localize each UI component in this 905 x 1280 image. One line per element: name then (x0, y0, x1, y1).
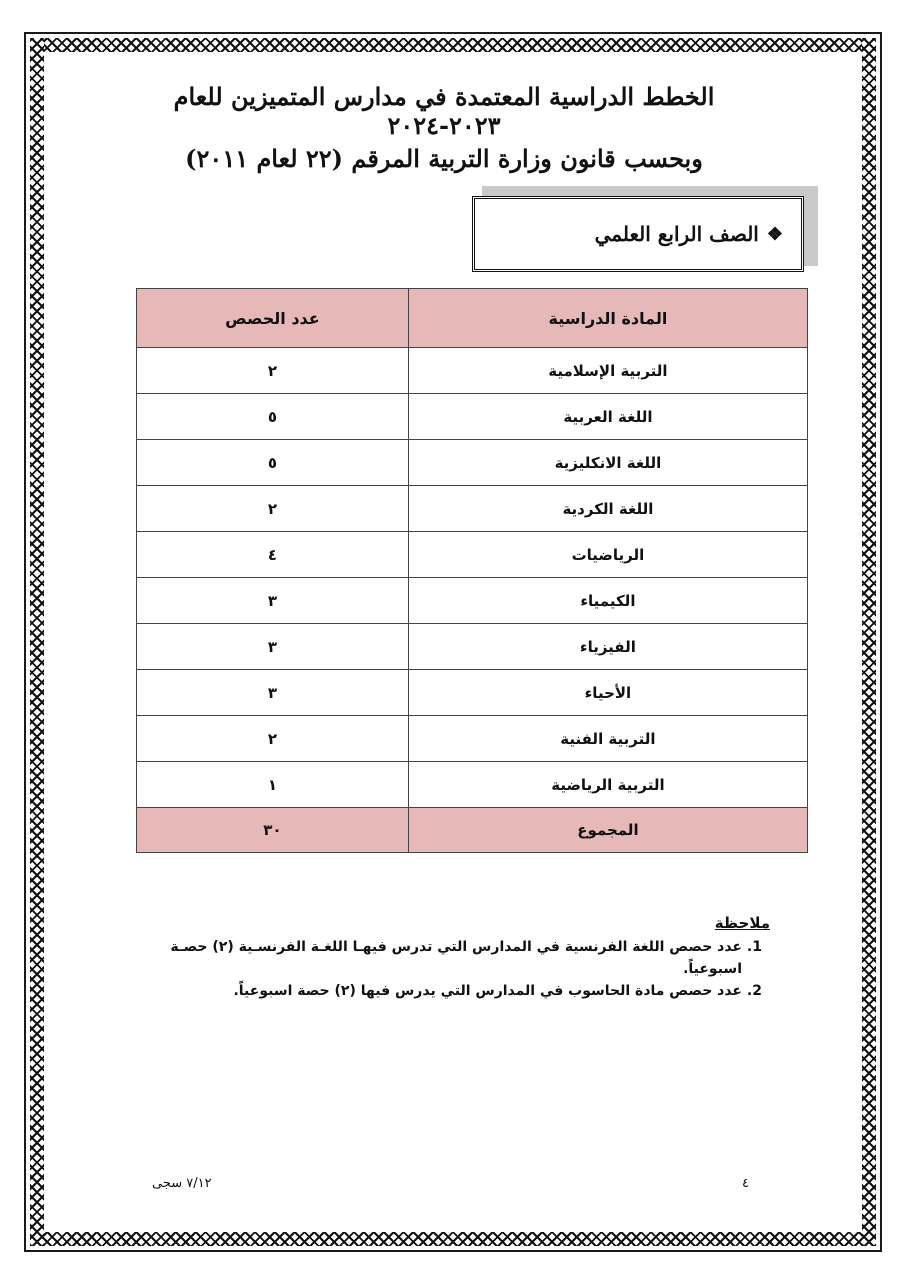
header-subject: المادة الدراسية (408, 289, 807, 348)
header-count: عدد الحصص (137, 289, 409, 348)
diamond-bullet-icon: ❖ (766, 223, 783, 245)
page-content (48, 52, 858, 1232)
notes-title: ملاحظة (714, 914, 770, 932)
subject-cell: اللغة الكردية (408, 486, 807, 532)
count-cell: ٥ (137, 440, 409, 486)
subject-cell: التربية الإسلامية (408, 348, 807, 394)
table-row (137, 394, 808, 440)
page-number: ٤ (742, 1176, 749, 1191)
table-row (137, 716, 808, 762)
page-subtitle: وبحسب قانون وزارة التربية المرقم (٢٢ لعام ٢٠١١) (185, 144, 703, 173)
table-row (137, 348, 808, 394)
decorative-border-left (30, 38, 44, 1246)
subject-cell: الفيزياء (408, 624, 807, 670)
count-cell: ٤ (137, 532, 409, 578)
count-cell: ٢ (137, 716, 409, 762)
count-cell: ٣ (137, 578, 409, 624)
table-row (137, 486, 808, 532)
subject-cell: التربية الرياضية (408, 762, 807, 808)
page-title: الخطط الدراسية المعتمدة في مدارس المتميزين للعام ٢٠٢٣-٢٠٢٤ (173, 82, 715, 140)
table-row (137, 762, 808, 808)
subject-cell: الكيمياء (408, 578, 807, 624)
table-row (137, 670, 808, 716)
note-item: 2. عدد حصص مادة الحاسوب في المدارس التي يدرس فيها (٢) حصة اسبوعياً. (140, 980, 742, 1002)
table-row (137, 624, 808, 670)
count-cell: ٣ (137, 624, 409, 670)
subject-cell: الرياضيات (408, 532, 807, 578)
note-item: 1. عدد حصص اللغة الفرنسية في المدارس التي تدرس فيهـا اللغـة الفرنسـية (٢) حصـة اسبوعياً. (140, 936, 742, 980)
table-header-row (137, 289, 808, 348)
notes-section (140, 914, 770, 1002)
count-cell: ٥ (137, 394, 409, 440)
total-label-cell: المجموع (408, 808, 807, 853)
subject-cell: الأحياء (408, 670, 807, 716)
table-row (137, 578, 808, 624)
subject-cell: اللغة الانكليزية (408, 440, 807, 486)
grade-label: الصف الرابع العلمي (594, 222, 759, 246)
count-cell: ١ (137, 762, 409, 808)
table-row (137, 532, 808, 578)
decorative-border-top (30, 38, 876, 52)
total-count-cell: ٣٠ (137, 808, 409, 853)
notes-list (140, 936, 770, 1002)
decorative-border-right (862, 38, 876, 1246)
decorative-border-bottom (30, 1232, 876, 1246)
study-plan-table (136, 288, 808, 853)
count-cell: ٢ (137, 348, 409, 394)
grade-heading-box (472, 196, 804, 272)
table-total-row (137, 808, 808, 853)
count-cell: ٢ (137, 486, 409, 532)
table-row (137, 440, 808, 486)
count-cell: ٣ (137, 670, 409, 716)
subject-cell: اللغة العربية (408, 394, 807, 440)
subject-cell: التربية الفنية (408, 716, 807, 762)
footer-date: ٧/١٢ سجى (152, 1176, 212, 1191)
